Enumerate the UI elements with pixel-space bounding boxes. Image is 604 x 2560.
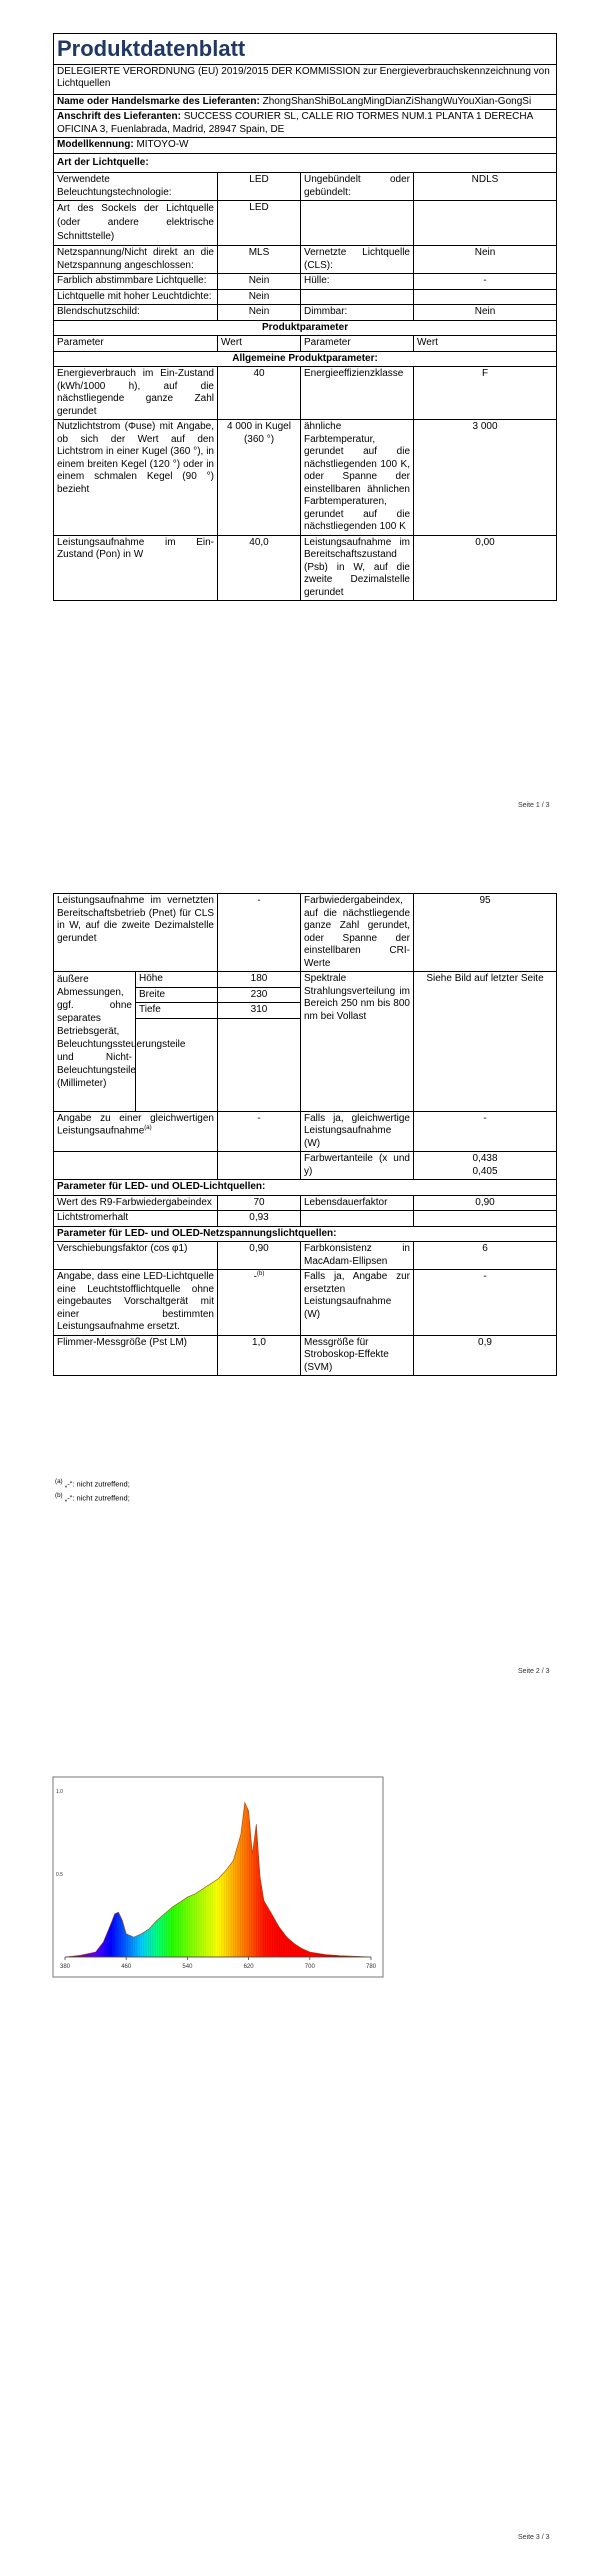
param-label	[301, 289, 414, 305]
dimension-value: 180	[218, 972, 301, 988]
param-label: Lebensdauerfaktor	[301, 1195, 414, 1211]
x-tick-label: 700	[304, 1964, 315, 1970]
param-value: -	[218, 894, 301, 972]
dimension-filler	[136, 1018, 218, 1111]
mains-params-heading: Parameter für LED- und OLED-Netzspannungslichtquellen:	[54, 1226, 557, 1242]
column-header: Wert	[218, 336, 301, 352]
param-label: Energieeffizienzklasse	[301, 367, 414, 420]
param-value: 0,90	[414, 1195, 557, 1211]
light-source-heading: Art der Lichtquelle:	[54, 153, 557, 173]
empty-cell	[54, 1152, 218, 1180]
model-label: Modellkennung:	[57, 139, 134, 150]
table-row	[54, 305, 557, 321]
model-value: MITOYO-W	[136, 139, 189, 150]
param-value: 6	[414, 1242, 557, 1270]
footnote-a	[55, 1477, 130, 1491]
table-row	[54, 367, 557, 420]
param-label: Lichtquelle mit hoher Leuchtdichte:	[54, 289, 218, 305]
footnote-mark: (a)	[55, 1478, 63, 1485]
x-tick-label: 380	[59, 1964, 71, 1970]
table-row	[54, 201, 557, 246]
param-label: Wert des R9-Farbwiedergabeindex	[54, 1195, 218, 1211]
value-text: -	[253, 1271, 257, 1283]
table-row	[54, 246, 557, 274]
param-label: Art des Sockels der Lichtquelle (oder andere elektrische Schnittstelle)	[54, 201, 218, 246]
param-value	[414, 1211, 557, 1227]
param-value: -	[414, 274, 557, 290]
table-row	[54, 173, 557, 201]
footnote-text: „-": nicht zutreffend;	[64, 1493, 130, 1502]
dimensions-label: äußere Abmessungen, ggf. ohne separates Betriebsgerät, Beleuchtungssteuerungsteile und Nicht-Beleuchtungsteile (Millimeter)	[54, 972, 136, 1112]
dimension-value: 230	[218, 987, 301, 1003]
x-tick-label: 540	[182, 1964, 193, 1970]
equiv-label: Angabe zu einer gleichwertigen Leistungsaufnahme	[57, 1112, 214, 1137]
param-label: Hülle:	[301, 274, 414, 290]
led-params-heading: Parameter für LED- und OLED-Lichtquellen:	[54, 1180, 557, 1196]
page-footer: Seite 3 / 3	[518, 2534, 550, 2541]
dimension-value: 310	[218, 1003, 301, 1019]
supplier-name-value: ZhongShanShiBoLangMingDianZiShangWuYouXian-GongSi	[262, 95, 532, 107]
param-label	[301, 1211, 414, 1227]
param-label: Energieverbrauch im Ein-Zustand (kWh/1000 h), auf die nächstliegende ganze Zahl gerundet	[54, 367, 218, 420]
table-row	[54, 1152, 557, 1180]
datasheet-table-page-1	[53, 33, 557, 601]
datasheet-table-page-2	[53, 893, 557, 1376]
param-label: Verwendete Beleuchtungstechnologie:	[54, 173, 218, 201]
param-label: Blendschutzschild:	[54, 305, 218, 321]
chromaticity-x: 0,438	[472, 1153, 498, 1164]
footnote-mark: (b)	[55, 1491, 63, 1499]
footnotes	[55, 1477, 130, 1504]
param-label: Falls ja, Angabe zur ersetzten Leistungsaufnahme (W)	[301, 1270, 414, 1336]
spectrum-chart	[53, 1777, 383, 1977]
param-value: -	[414, 1111, 557, 1152]
param-value: LED	[218, 201, 301, 246]
param-label: Leistungsaufnahme im vernetzten Bereitschaftsbetrieb (Pnet) für CLS in W, auf die zweite Dezimalstelle gerundet	[54, 894, 218, 972]
dimension-name: Tiefe	[136, 1003, 218, 1019]
supplier-name-label: Name oder Handelsmarke des Lieferanten:	[57, 95, 260, 107]
param-value: -	[414, 1270, 557, 1336]
param-label: Falls ja, gleichwertige Leistungsaufnahme (W)	[301, 1111, 414, 1152]
param-label	[54, 1111, 218, 1152]
param-value: 40	[218, 367, 301, 420]
param-value: Nein	[218, 289, 301, 305]
supplier-name-row	[54, 94, 557, 110]
spectrum-chart-svg	[53, 1777, 383, 1977]
column-header: Parameter	[301, 336, 414, 352]
param-value: 4 000 in Kugel (360 °)	[218, 420, 301, 536]
column-header-row	[54, 336, 557, 352]
param-label: Farblich abstimmbare Lichtquelle:	[54, 274, 218, 290]
footnote-ref: (a)	[144, 1125, 152, 1131]
param-label: Angabe, dass eine LED-Lichtquelle eine Leuchtstofflichtquelle ohne eingebautes Vorschaltgerät mit einer bestimmten Leistungsaufnahme ersetzt.	[54, 1270, 218, 1336]
param-value: 70	[218, 1195, 301, 1211]
page-title: Produktdatenblatt	[54, 34, 557, 65]
param-label: Nutzlichtstrom (Φuse) mit Angabe, ob sich der Wert auf den Lichtstrom in einer Kugel (360 °), in einem breiten Kegel (120 °) oder in einem schmalen Kegel (90 °) bezieht	[54, 420, 218, 536]
param-label: Leistungsaufnahme im Ein-Zustand (Pon) in W	[54, 535, 218, 601]
supplier-address-label: Anschrift des Lieferanten:	[57, 111, 181, 122]
param-value: F	[414, 367, 557, 420]
table-row	[54, 1111, 557, 1152]
param-label: ähnliche Farbtemperatur, gerundet auf die nächstliegenden 100 K, oder Spanne der einstellbaren ähnlichen Farbtemperaturen, gerundet auf die nächstliegenden 100 K	[301, 420, 414, 536]
x-tick-label: 780	[365, 1964, 377, 1970]
param-value	[414, 289, 557, 305]
param-label	[301, 201, 414, 246]
param-label: Ungebündelt oder gebündelt:	[301, 173, 414, 201]
chromaticity-label: Farbwertanteile (x und y)	[301, 1152, 414, 1180]
param-value: -	[218, 1111, 301, 1152]
dimension-name: Breite	[136, 987, 218, 1003]
chromaticity-y: 0,405	[472, 1165, 498, 1177]
param-label: Leistungsaufnahme im Bereitschaftszustand (Psb) in W, auf die zweite Dezimalstelle gerundet	[301, 535, 414, 601]
table-row	[54, 1270, 557, 1336]
param-value: MLS	[218, 246, 301, 274]
table-row	[54, 1211, 557, 1227]
footnote-ref: (b)	[257, 1271, 265, 1277]
footnote-text: „-": nicht zutreffend;	[64, 1479, 130, 1489]
param-value	[414, 201, 557, 246]
supplier-address-value: SUCCESS COURIER SL, CALLE RIO TORMES NUM.1 PLANTA 1 DERECHA OFICINA 3, Fuenlabrada, Madrid, 28947 Spain, DE	[57, 111, 533, 135]
param-label: Farbwiedergabeindex, auf die nächstliegende ganze Zahl gerundet, oder Spanne der einstellbaren CRI-Werte	[301, 894, 414, 972]
table-row	[54, 289, 557, 305]
param-value: 1,0	[218, 1335, 301, 1376]
param-label: Dimmbar:	[301, 305, 414, 321]
table-row	[54, 1195, 557, 1211]
supplier-address-row	[54, 110, 557, 138]
table-row	[54, 420, 557, 536]
param-value: 95	[414, 894, 557, 972]
param-label: Verschiebungsfaktor (cos φ1)	[54, 1242, 218, 1270]
param-value: 3 000	[414, 420, 557, 536]
param-label: Netzspannung/Nicht direkt an die Netzspannung angeschlossen:	[54, 246, 218, 274]
param-value: 0,93	[218, 1211, 301, 1227]
param-value: Nein	[414, 305, 557, 321]
table-row	[54, 1242, 557, 1270]
product-params-heading: Produktparameter	[54, 320, 557, 336]
param-label: Vernetzte Lichtquelle (CLS):	[301, 246, 414, 274]
param-value: 0,00	[414, 535, 557, 601]
param-value: LED	[218, 173, 301, 201]
page-footer: Seite 2 / 3	[518, 1668, 550, 1675]
spectral-value: Siehe Bild auf letzter Seite	[414, 972, 557, 1112]
param-value: NDLS	[414, 173, 557, 201]
param-value: 40,0	[218, 535, 301, 601]
spectral-label: Spektrale Strahlungsverteilung im Bereich 250 nm bis 800 nm bei Vollast	[301, 972, 414, 1112]
param-label: Farbkonsistenz in MacAdam-Ellipsen	[301, 1242, 414, 1270]
param-value: Nein	[218, 305, 301, 321]
table-row	[54, 1335, 557, 1376]
page-footer: Seite 1 / 3	[518, 802, 550, 809]
empty-cell	[218, 1152, 301, 1180]
param-value: Nein	[414, 246, 557, 274]
param-label: Messgröße für Stroboskop-Effekte (SVM)	[301, 1335, 414, 1376]
y-tick-label: 0.5	[56, 1872, 63, 1878]
column-header: Parameter	[54, 336, 218, 352]
table-row	[54, 274, 557, 290]
param-value	[218, 1270, 301, 1336]
dimension-filler	[218, 1018, 301, 1111]
chromaticity-value	[414, 1152, 557, 1180]
param-value: 0,90	[218, 1242, 301, 1270]
param-value: Nein	[218, 274, 301, 290]
y-tick-label: 1.0	[56, 1789, 63, 1795]
table-row	[54, 894, 557, 972]
model-row	[54, 138, 557, 154]
regulation-text: DELEGIERTE VERORDNUNG (EU) 2019/2015 DER KOMMISSION zur Energieverbrauchskennzeichnung von Lichtquellen	[54, 64, 557, 94]
table-row	[54, 972, 557, 988]
param-label: Flimmer-Messgröße (Pst LM)	[54, 1335, 218, 1376]
general-params-heading: Allgemeine Produktparameter:	[54, 351, 557, 367]
footnote-b	[55, 1491, 130, 1505]
x-tick-label: 460	[121, 1964, 132, 1970]
param-value: 0,9	[414, 1335, 557, 1376]
param-label: Lichtstromerhalt	[54, 1211, 218, 1227]
table-row	[54, 535, 557, 601]
x-tick-label: 620	[243, 1964, 254, 1970]
dimension-name: Höhe	[136, 972, 218, 988]
column-header: Wert	[414, 336, 557, 352]
